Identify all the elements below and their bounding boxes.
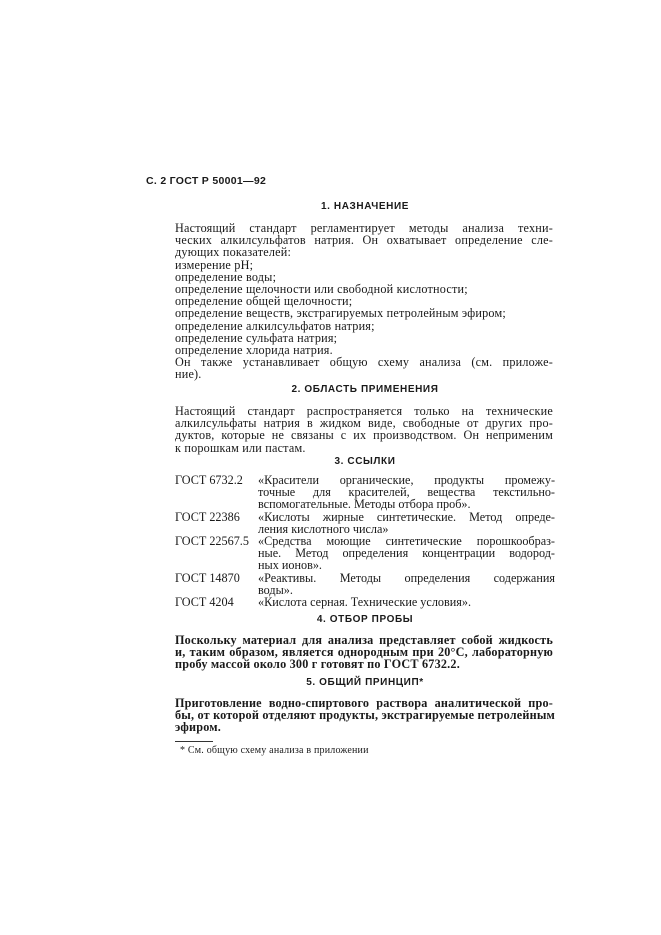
text-line: дуктов, которые не связаны с их производством. Он неприменим — [175, 428, 553, 443]
reference-code: ГОСТ 6732.2 — [175, 473, 243, 487]
reference-text: воды». — [258, 582, 293, 597]
section-4-text — [175, 634, 553, 671]
reference-item — [175, 474, 555, 511]
text-line: определение воды; — [175, 269, 277, 284]
reference-text: ления кислотного числа» — [258, 521, 389, 536]
text-line: Он также устанавливает общую схему анализа (см. приложе- — [175, 355, 553, 370]
page-header: С. 2 ГОСТ Р 50001—92 — [146, 175, 267, 187]
text-line: Настоящий стандарт регламентирует методы анализа техни- — [175, 221, 553, 235]
section-5-heading: 5. ОБЩИЙ ПРИНЦИП* — [306, 677, 424, 688]
text-line: определение щелочности или свободной кислотности; — [175, 281, 468, 296]
reference-text: вспомогательные. Методы отбора проб». — [258, 497, 471, 512]
text-line: эфиром. — [175, 720, 222, 735]
reference-item — [175, 535, 555, 572]
reference-item — [175, 572, 555, 596]
reference-text: «Средства моющие синтетические порошкообраз- — [258, 533, 555, 548]
reference-text: «Кислоты жирные синтетические. Метод опреде- — [258, 509, 555, 524]
reference-text: «Реактивы. Методы определения содержания — [258, 570, 555, 585]
reference-item — [175, 511, 555, 535]
text-line: определение хлорида натрия. — [175, 342, 333, 357]
text-line: определение веществ, экстрагируемых петролейным эфиром; — [175, 306, 506, 321]
reference-item — [175, 596, 555, 608]
text-line: Приготовление водно-спиртового раствора аналитической про- — [175, 696, 553, 710]
section-2-heading: 2. ОБЛАСТЬ ПРИМЕНЕНИЯ — [291, 384, 439, 395]
text-line: к порошкам или пастам. — [175, 440, 306, 455]
reference-text: точные для красителей, вещества текстильно- — [258, 485, 555, 500]
references-list — [175, 474, 555, 608]
section-1-text — [175, 222, 553, 380]
reference-text: «Кислота серная. Технические условия». — [258, 594, 472, 609]
section-2-text — [175, 405, 553, 454]
reference-text: «Красители органические, продукты промежу- — [258, 473, 555, 487]
text-line: определение алкилсульфатов натрия; — [175, 318, 375, 333]
text-line: Поскольку материал для анализа представляет собой жидкость — [175, 633, 553, 647]
section-5-text — [175, 696, 556, 735]
reference-text: ных ионов». — [258, 558, 322, 573]
reference-code: ГОСТ 4204 — [175, 594, 234, 609]
footnote-divider — [175, 741, 213, 742]
text-line: алкилсульфаты натрия в жидком виде, свободные от других про- — [175, 416, 553, 431]
reference-text: ные. Метод определения концентрации водород- — [258, 546, 555, 561]
reference-code: ГОСТ 22567.5 — [175, 533, 249, 548]
text-line: Настоящий стандарт распространяется только на технические — [175, 404, 553, 418]
text-line: определение сульфата натрия; — [175, 330, 338, 345]
section-3-heading: 3. ССЫЛКИ — [334, 456, 396, 467]
text-line: дующих показателей: — [175, 245, 292, 260]
section-4-heading: 4. ОТБОР ПРОБЫ — [316, 614, 414, 625]
text-line: ние). — [175, 367, 202, 382]
text-line: пробу массой около 300 г готовят по ГОСТ 6732.2. — [175, 657, 460, 672]
text-line: и, таким образом, является однородным при 20°С, лабораторную — [175, 645, 553, 660]
section-1-heading: 1. НАЗНАЧЕНИЕ — [320, 201, 410, 212]
footnote: * См. общую схему анализа в приложении — [180, 745, 369, 756]
reference-code: ГОСТ 22386 — [175, 509, 240, 524]
text-line: бы, от которой отделяют продукты, экстрагируемые петролейным — [175, 708, 556, 723]
reference-code: ГОСТ 14870 — [175, 570, 240, 585]
text-line: ческих алкилсульфатов натрия. Он охватывает определение сле- — [175, 233, 553, 248]
text-line: определение общей щелочности; — [175, 294, 353, 309]
text-line: измерение pH; — [175, 257, 254, 272]
